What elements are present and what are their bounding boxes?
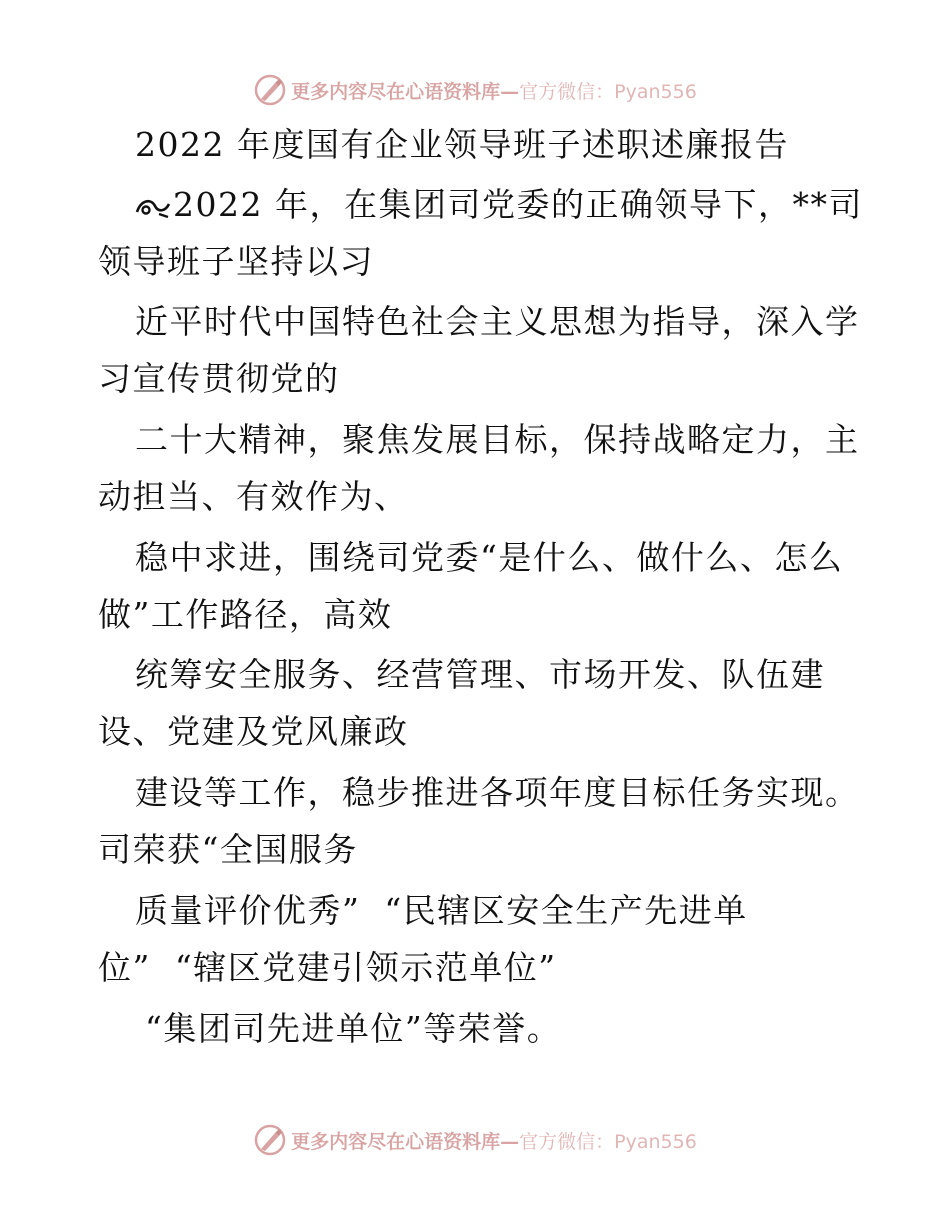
paragraph-line: 质量评价优秀” “民辖区安全生产先进单 [135,891,748,930]
paragraph-line: 位” “辖区党建引领示范单位” [98,948,557,987]
paragraph-line: 领导班子坚持以习 [98,242,374,281]
paragraph-line: 二十大精神，聚焦发展目标，保持战略定力，主 [135,420,860,459]
paragraph-line: 司荣获“全国服务 [98,830,358,869]
header-watermark [0,70,950,110]
paragraph-line: 近平时代中国特色社会主义思想为指导，深入学 [135,302,860,341]
paragraph-line: 建设等工作，稳步推进各项年度目标任务实现。 [135,773,860,812]
footer-watermark [0,1120,950,1160]
document-body [0,120,950,1080]
watermark-text: 更多内容尽在心语资料库— [291,80,520,103]
watermark-text: 更多内容尽在心语资料库— [291,1130,520,1153]
paragraph-line: 做”工作路径，高效 [98,595,393,634]
watermark-suffix: 官方微信：Pyan556 [519,1130,697,1153]
decorative-swirl-icon [135,192,173,222]
paragraph-line: 习宣传贯彻党的 [98,359,340,398]
paragraph-line: “集团司先进单位”等荣誉。 [145,1009,562,1048]
paragraph-line: 统筹安全服务、经营管理、市场开发、队伍建 [135,655,825,694]
pen-logo-icon [253,73,287,107]
paragraph-line: 稳中求进，围绕司党委“是什么、做什么、怎么 [135,538,844,577]
paragraph-line: 设、党建及党风廉政 [98,712,409,751]
pen-logo-icon [253,1123,287,1157]
paragraph-line-text: 2022 年，在集团司党委的正确领导下，**司 [173,185,863,224]
paragraph-line [135,180,863,230]
paragraph-line: 动担当、有效作为、 [98,477,409,516]
watermark-suffix: 官方微信：Pyan556 [519,80,697,103]
document-title: 2022 年度国有企业领导班子述职述廉报告 [135,125,789,164]
